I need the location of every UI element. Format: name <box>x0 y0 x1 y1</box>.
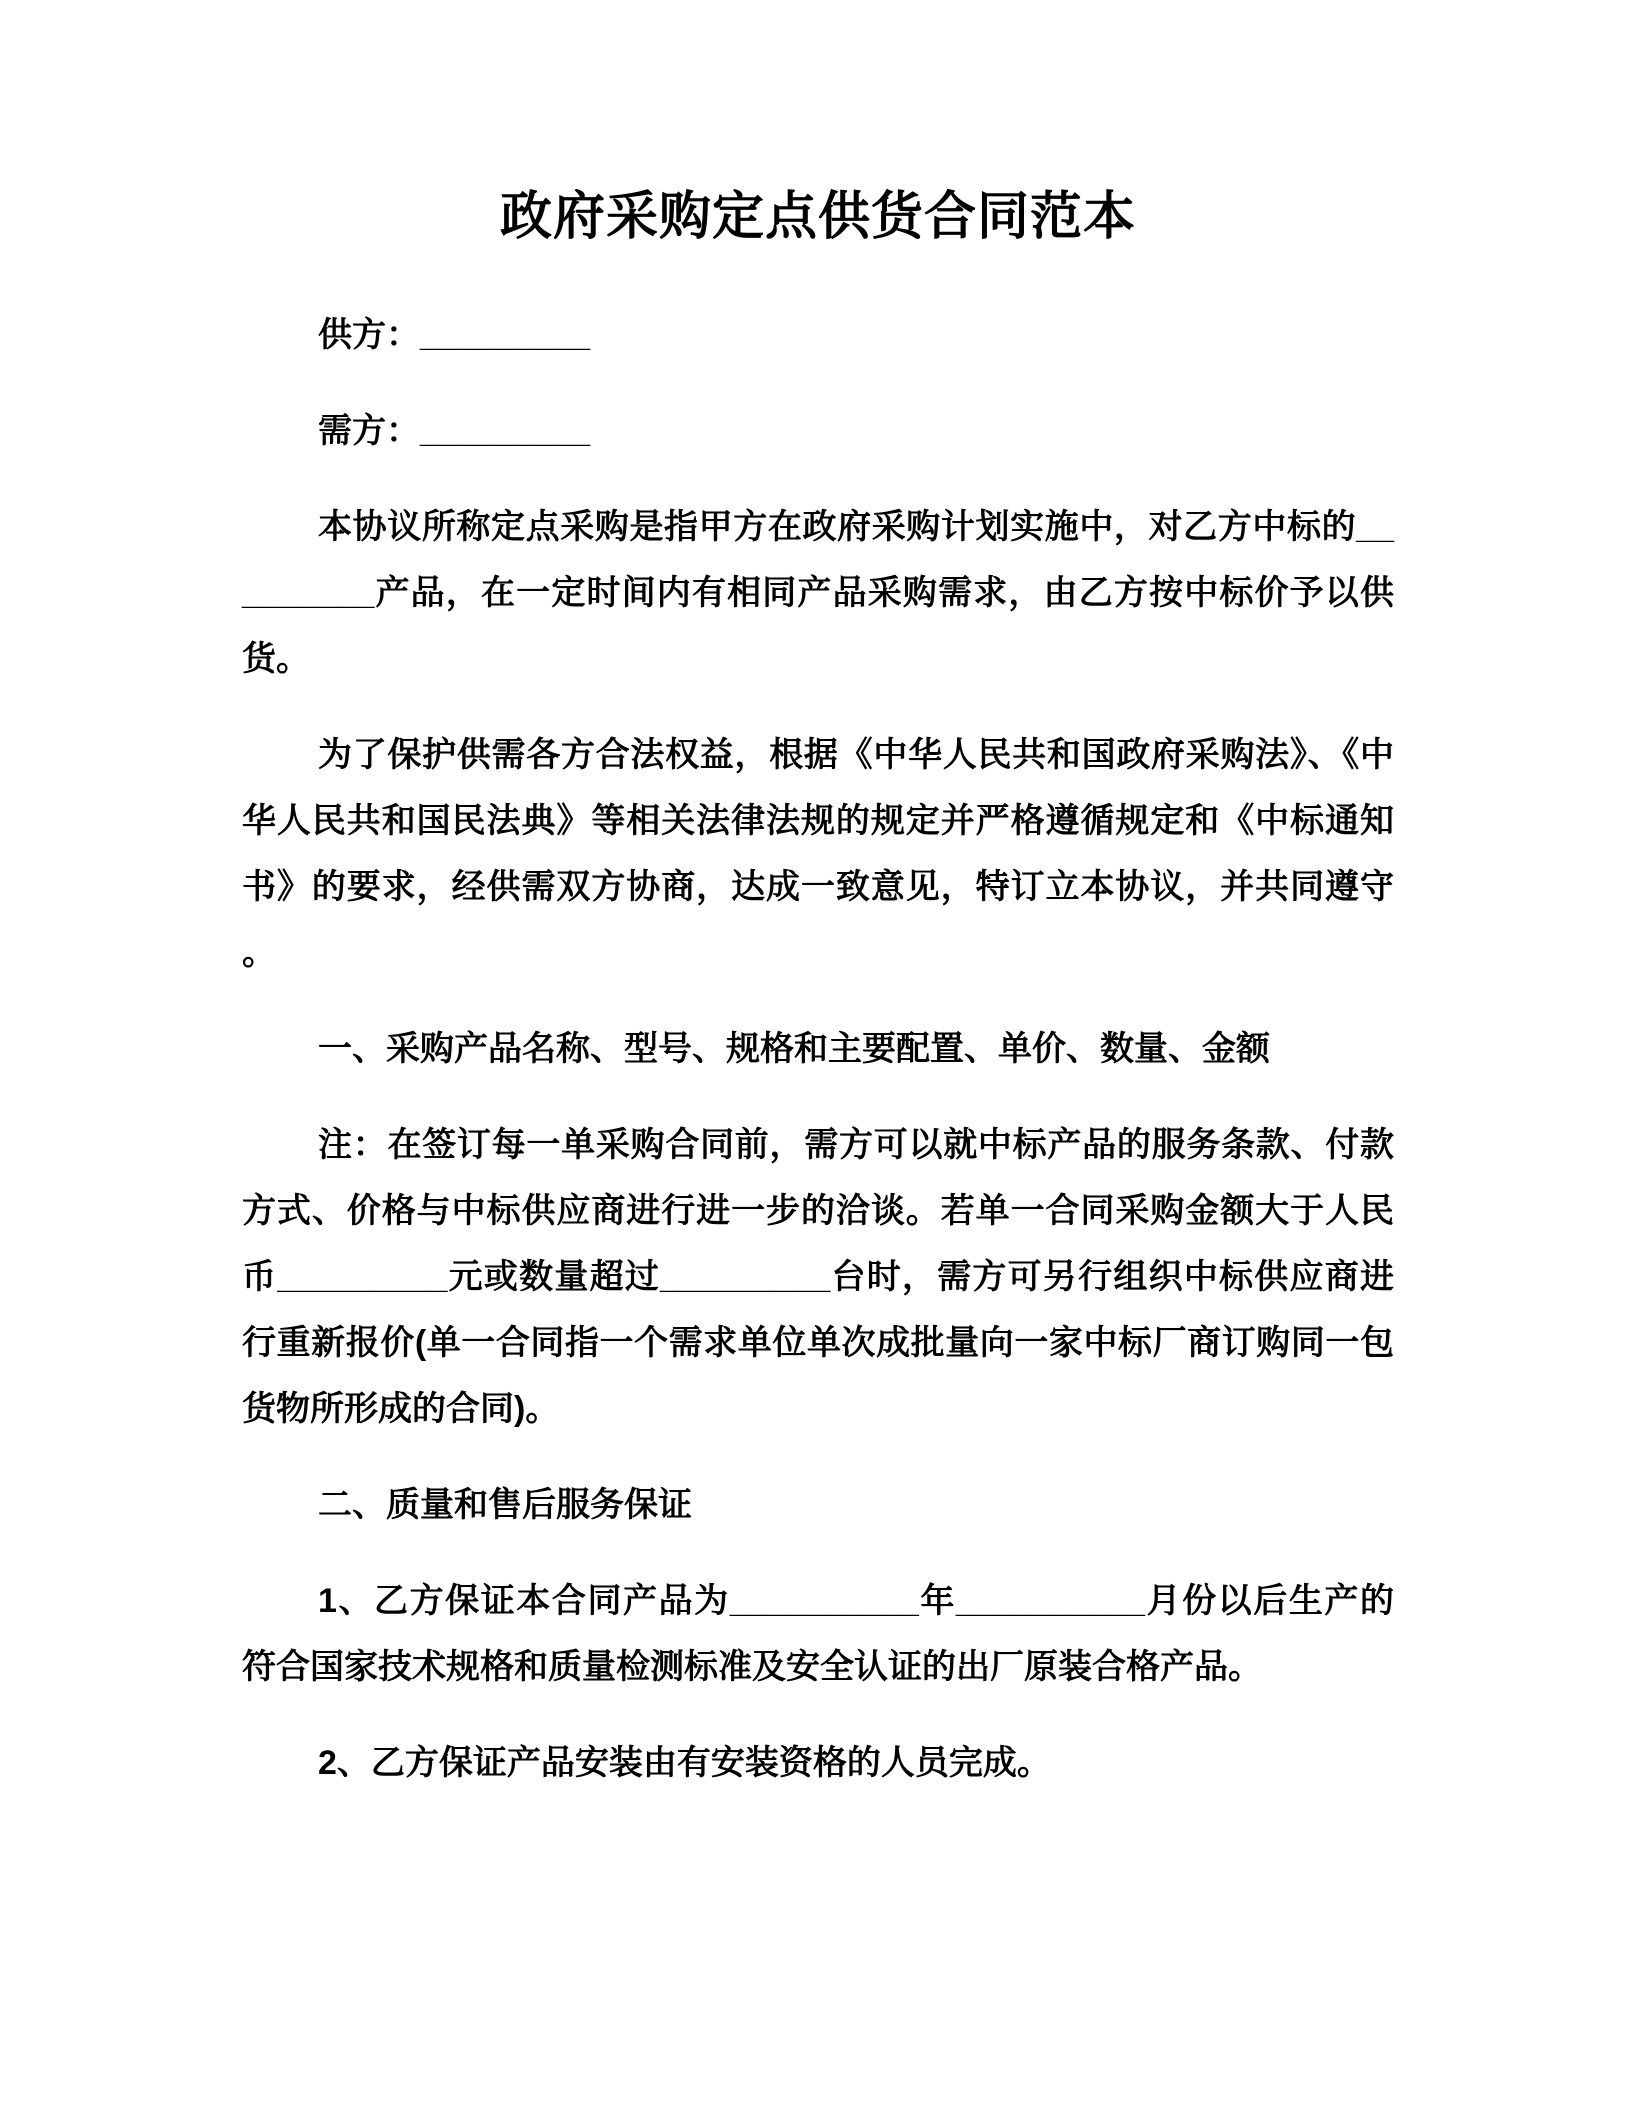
intro-paragraph: 本协议所称定点采购是指甲方在政府采购计划实施中，对乙方中标的_________产品，在一定时间内有相同产品采购需求，由乙方按中标价予以供货。 <box>242 508 1394 678</box>
note-paragraph: 注：在签订每一单采购合同前，需方可以就中标产品的服务条款、付款方式、价格与中标供应商进行进一步的洽谈。若单一合同采购金额大于人民币_________元或数量超过_________台时，需方可另行组织中标供应商进行重新报价(单一合同指一个需求单位单次成批量向一家中标厂商订购同一包货物所形成的合同)。 <box>242 1126 1394 1428</box>
party-supplier-line: 供方：_________ <box>318 316 591 354</box>
clause-1-paragraph: 1、乙方保证本合同产品为__________年__________月份以后生产的符合国家技术规格和质量检测标准及安全认证的出厂原装合格产品。 <box>242 1582 1394 1686</box>
legal-basis-paragraph: 为了保护供需各方合法权益，根据《中华人民共和国政府采购法》、《中华人民共和国民法典》等相关法律法规的规定并严格遵循规定和《中标通知书》的要求，经供需双方协商，达成一致意见，特订立本协议，并共同遵守。 <box>242 736 1394 972</box>
party-buyer-line: 需方：_________ <box>318 412 591 450</box>
document-title: 政府采购定点供货合同范本 <box>499 188 1136 246</box>
section-2-heading: 二、质量和售后服务保证 <box>318 1486 692 1524</box>
clause-2-paragraph: 2、乙方保证产品安装由有安装资格的人员完成。 <box>318 1744 1051 1782</box>
section-1-heading: 一、采购产品名称、型号、规格和主要配置、单价、数量、金额 <box>318 1030 1270 1068</box>
